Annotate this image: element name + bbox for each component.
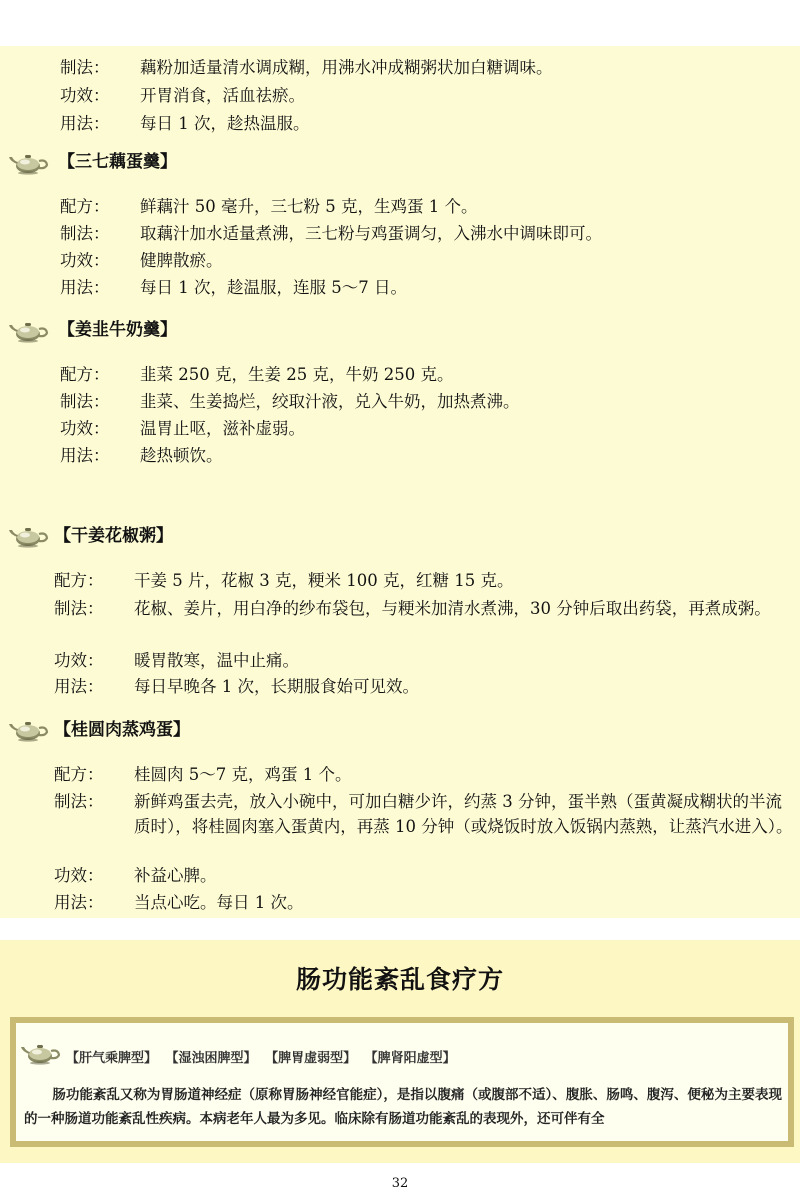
type-list — [66, 1047, 460, 1066]
content-panel — [0, 46, 800, 918]
section-intro-box — [10, 1017, 794, 1147]
recipe-title: 【桂圆肉蒸鸡蛋】 — [54, 720, 190, 740]
recipe-title: 【姜韭牛奶羹】 — [58, 320, 177, 340]
teapot-icon — [8, 317, 50, 343]
teapot-icon — [8, 522, 50, 548]
section-intro: 肠功能紊乱又称为胃肠道神经症（原称胃肠神经官能症），是指以腹痛（或腹部不适）、腹胀、肠鸣、腹泻、便秘为主要表现的一种肠道功能紊乱性疾病。本病老年人最为多见。临床除有肠道功能紊乱的表现外，还可伴有全 — [24, 1087, 782, 1127]
type-item: 【肝气乘脾型】 — [66, 1051, 158, 1066]
recipe-title: 【干姜花椒粥】 — [54, 526, 173, 546]
teapot-icon — [8, 716, 50, 742]
teapot-icon — [8, 149, 50, 175]
recipe-title: 【三七藕蛋羹】 — [58, 152, 177, 172]
page-number: 32 — [391, 1176, 409, 1191]
teapot-icon — [20, 1039, 62, 1065]
section-title: 肠功能紊乱食疗方 — [295, 965, 504, 994]
type-item: 【脾肾阳虚型】 — [364, 1051, 456, 1066]
type-item: 【脾胃虚弱型】 — [265, 1051, 357, 1066]
type-item: 【湿浊困脾型】 — [165, 1051, 257, 1066]
